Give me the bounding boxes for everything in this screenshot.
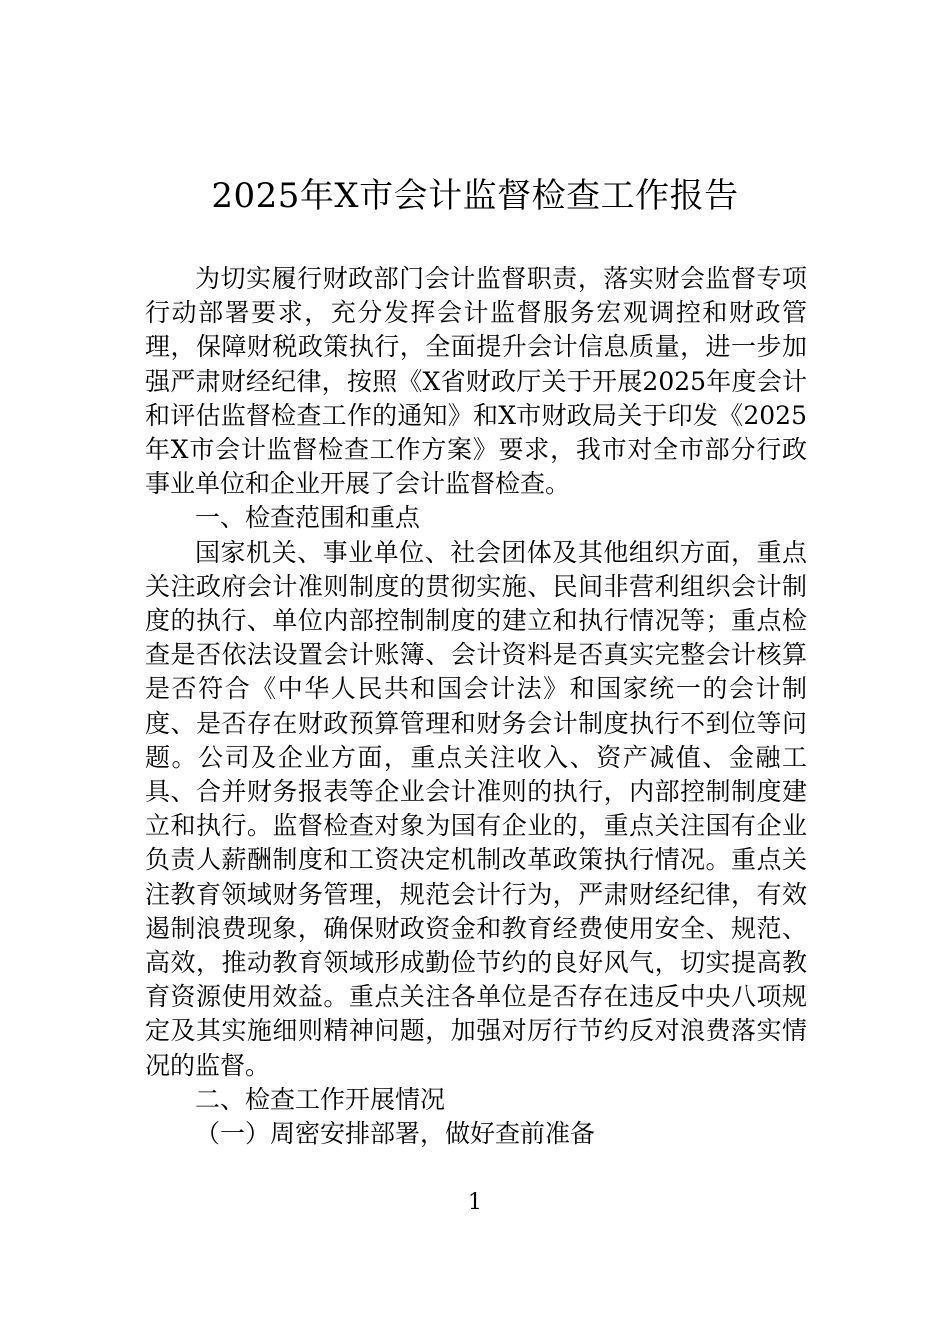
section-2-heading: 二、检查工作开展情况 [195,1084,446,1114]
section-1-body: 国家机关、事业单位、社会团体及其他组织方面，重点关注政府会计准则制度的贯彻实施、民间非营利组织会计制度的执行、单位内部控制制度的建立和执行情况等；重点检查是否依法设置会计账簿、会计资料是否真实完整会计核算是否符合《中华人民共和国会计法》和国家统一的会计制度、是否存在财政预算管理和财务会计制度执行不到位等问题。公司及企业方面，重点关注收入、资产减值、金融工具、合并财务报表等企业会计准则的执行，内部控制制度建立和执行。监督检查对象为国有企业的，重点关注国有企业负责人薪酬制度和工资决定机制改革政策执行情况。重点关注教育领域财务管理，规范会计行为，严肃财经纪律，有效遏制浪费现象，确保财政资金和教育经费使用安全、规范、高效，推动教育领域形成勤俭节约的良好风气，切实提高教育资源使用效益。重点关注各单位是否存在违反中央八项规定及其实施细则精神问题，加强对厉行节约反对浪费落实情况的监督。 [145,537,807,1080]
document-body [145,262,807,1151]
document-title: 2025年X市会计监督检查工作报告 [211,176,739,216]
page-number: 1 [468,1190,482,1215]
subsection-1-heading: （一）周密安排部署，做好查前准备 [195,1119,596,1149]
intro-paragraph: 为切实履行财政部门会计监督职责，落实财会监督专项行动部署要求，充分发挥会计监督服务宏观调控和财政管理，保障财税政策执行，全面提升会计信息质量，进一步加强严肃财经纪律，按照《X省财政厅关于开展2025年度会计和评估监督检查工作的通知》和X市财政局关于印发《2025年X市会计监督检查工作方案》要求，我市对全市部分行政事业单位和企业开展了会计监督检查。 [145,264,807,499]
section-1-heading: 一、检查范围和重点 [195,503,421,533]
